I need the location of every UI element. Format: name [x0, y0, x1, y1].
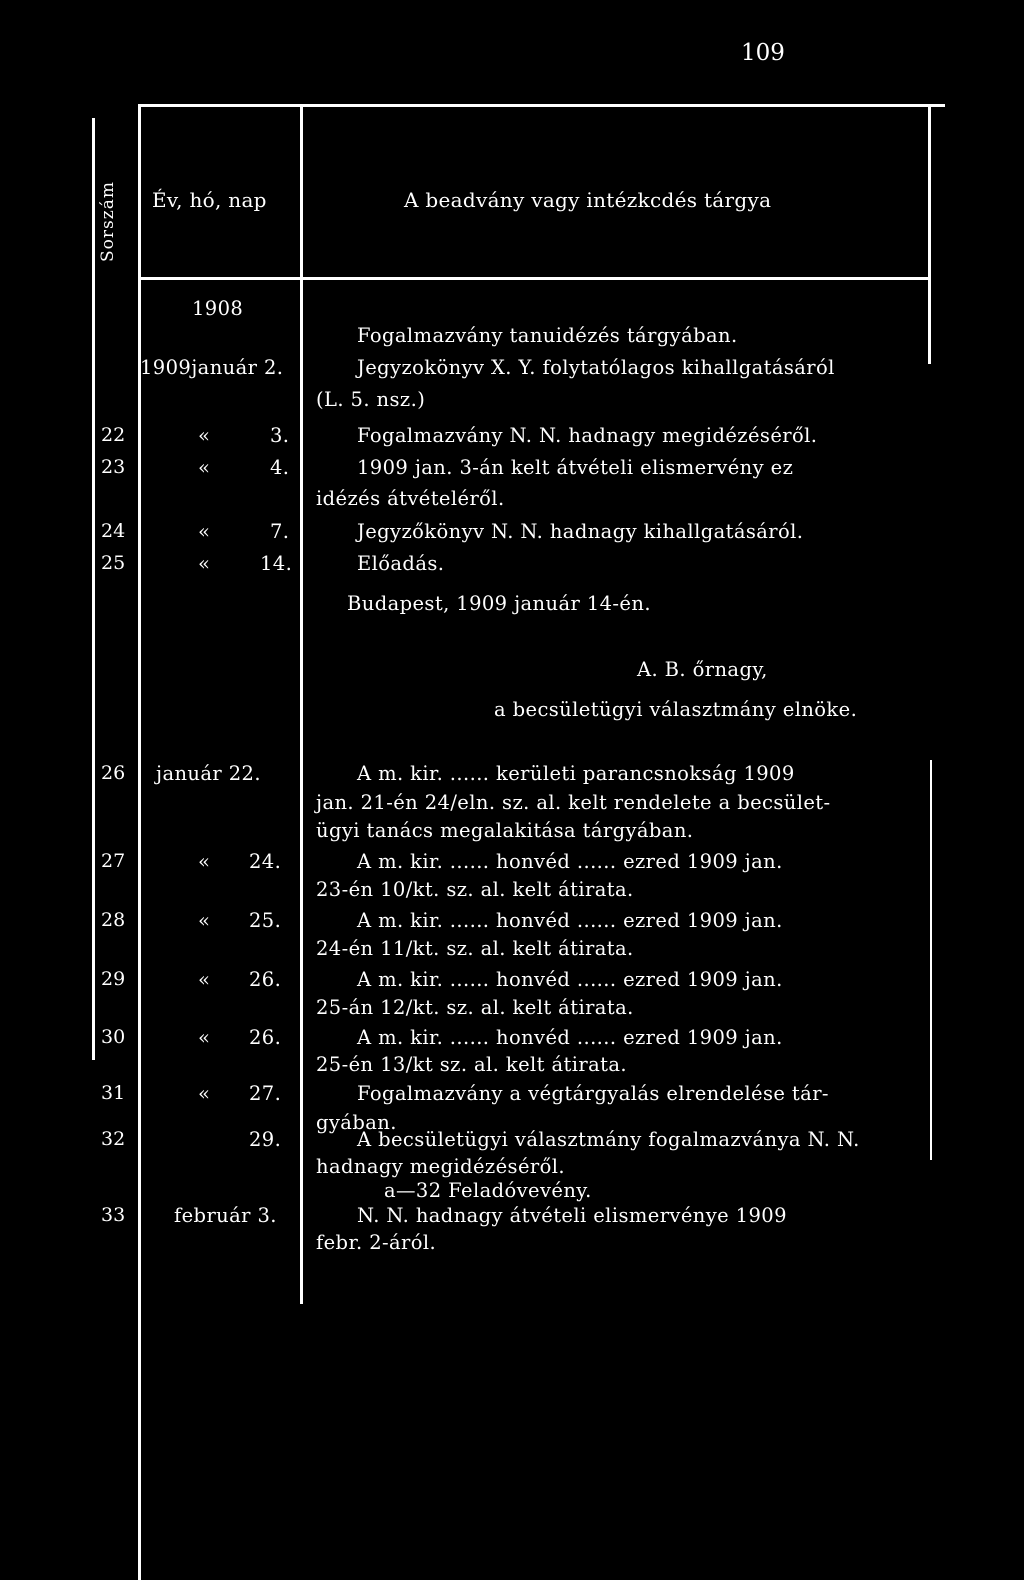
row-date-day: 14. [260, 552, 293, 575]
row-text: A m. kir. ...... honvéd ...... ezred 1909 jan. [357, 968, 783, 991]
row-number: 30 [101, 1026, 126, 1048]
row-date-ditto: « [198, 552, 211, 575]
row-text: A m. kir. ...... honvéd ...... ezred 1909 jan. [357, 909, 783, 932]
row-date: 1908 [192, 297, 244, 320]
row-date: január 22. [156, 762, 261, 785]
row-date-day: 29. [249, 1128, 282, 1151]
row-text: (L. 5. nsz.) [316, 388, 426, 411]
row-text: A m. kir. ...... honvéd ...... ezred 1909 jan. [357, 850, 783, 873]
row-date: 1909január 2. [140, 356, 284, 379]
row-text: Fogalmazvány N. N. hadnagy megidézéséről. [357, 424, 818, 447]
row-date-day: 26. [249, 968, 282, 991]
row-number: 25 [101, 552, 126, 574]
row-date-day: 27. [249, 1082, 282, 1105]
right-border-line [928, 104, 931, 364]
row-text: hadnagy megidézéséről. [316, 1155, 565, 1178]
row-date-day: 24. [249, 850, 282, 873]
row-date-ditto: « [198, 968, 211, 991]
row-date-day: 7. [270, 520, 290, 543]
row-text: A m. kir. ...... kerületi parancsnokság 1909 [357, 762, 795, 785]
row-date-ditto: « [198, 456, 211, 479]
row-date-day: 3. [270, 424, 290, 447]
row-number: 24 [101, 520, 126, 542]
page-number: 109 [741, 40, 785, 66]
row-date-ditto: « [198, 850, 211, 873]
row-text: 1909 jan. 3-án kelt átvételi elismervény ez [357, 456, 794, 479]
row-number: 32 [101, 1128, 126, 1150]
header-bottom-rule [140, 277, 930, 280]
row-date-ditto: « [198, 424, 211, 447]
row-date-day: 4. [270, 456, 290, 479]
table-top-rule [140, 104, 945, 107]
row-text: gyában. [316, 1111, 397, 1134]
row-date-ditto: « [198, 520, 211, 543]
row-text: 25-án 12/kt. sz. al. kelt átirata. [316, 996, 634, 1019]
row-date-ditto: « [198, 909, 211, 932]
column-header-subject: A beadvány vagy intézkcdés tárgya [404, 188, 772, 212]
row-text: Jegyzőkönyv N. N. hadnagy kihallgatásáról. [357, 520, 804, 543]
row-text: A becsületügyi választmány fogalmazványa N. N. [357, 1128, 860, 1151]
date-column-divider [300, 104, 303, 1304]
row-date-day: 26. [249, 1026, 282, 1049]
row-text: Jegyzokönyv X. Y. folytatólagos kihallgatásáról [357, 356, 835, 379]
number-column-divider [138, 104, 141, 1580]
row-text: A m. kir. ...... honvéd ...... ezred 1909 jan. [357, 1026, 783, 1049]
row-date-day: 25. [249, 909, 282, 932]
row-date-ditto: « [198, 1026, 211, 1049]
left-border-line [92, 118, 95, 1060]
row-text: ügyi tanács megalakitása tárgyában. [316, 819, 694, 842]
row-text: Előadás. [357, 552, 445, 575]
row-number: 23 [101, 456, 126, 478]
row-number: 29 [101, 968, 126, 990]
row-number: 28 [101, 909, 126, 931]
row-number: 26 [101, 762, 126, 784]
place-date: Budapest, 1909 január 14-én. [347, 592, 651, 615]
row-text: a—32 Feladóvevény. [384, 1179, 592, 1202]
signature-title: a becsületügyi választmány elnöke. [494, 698, 858, 721]
row-number: 31 [101, 1082, 126, 1104]
column-header-date: Év, hó, nap [152, 188, 267, 212]
row-number: 27 [101, 850, 126, 872]
row-text: idézés átvételéről. [316, 487, 505, 510]
right-border-line-lower [930, 760, 932, 1160]
row-text: Fogalmazvány tanuidézés tárgyában. [357, 324, 738, 347]
column-header-number: Sorszám [98, 181, 118, 262]
row-text: 25-én 13/kt sz. al. kelt átirata. [316, 1053, 628, 1076]
row-text: 23-én 10/kt. sz. al. kelt átirata. [316, 878, 634, 901]
row-text: 24-én 11/kt. sz. al. kelt átirata. [316, 937, 634, 960]
row-text: Fogalmazvány a végtárgyalás elrendelése tár- [357, 1082, 829, 1105]
row-text: N. N. hadnagy átvételi elismervénye 1909 [357, 1204, 787, 1227]
row-text: jan. 21-én 24/eln. sz. al. kelt rendelete a becsület- [316, 791, 831, 814]
row-number: 33 [101, 1204, 126, 1226]
row-date-ditto: « [198, 1082, 211, 1105]
row-number: 22 [101, 424, 126, 446]
row-date: február 3. [174, 1204, 277, 1227]
signature-name: A. B. őrnagy, [637, 658, 768, 681]
row-text: febr. 2-áról. [316, 1231, 437, 1254]
